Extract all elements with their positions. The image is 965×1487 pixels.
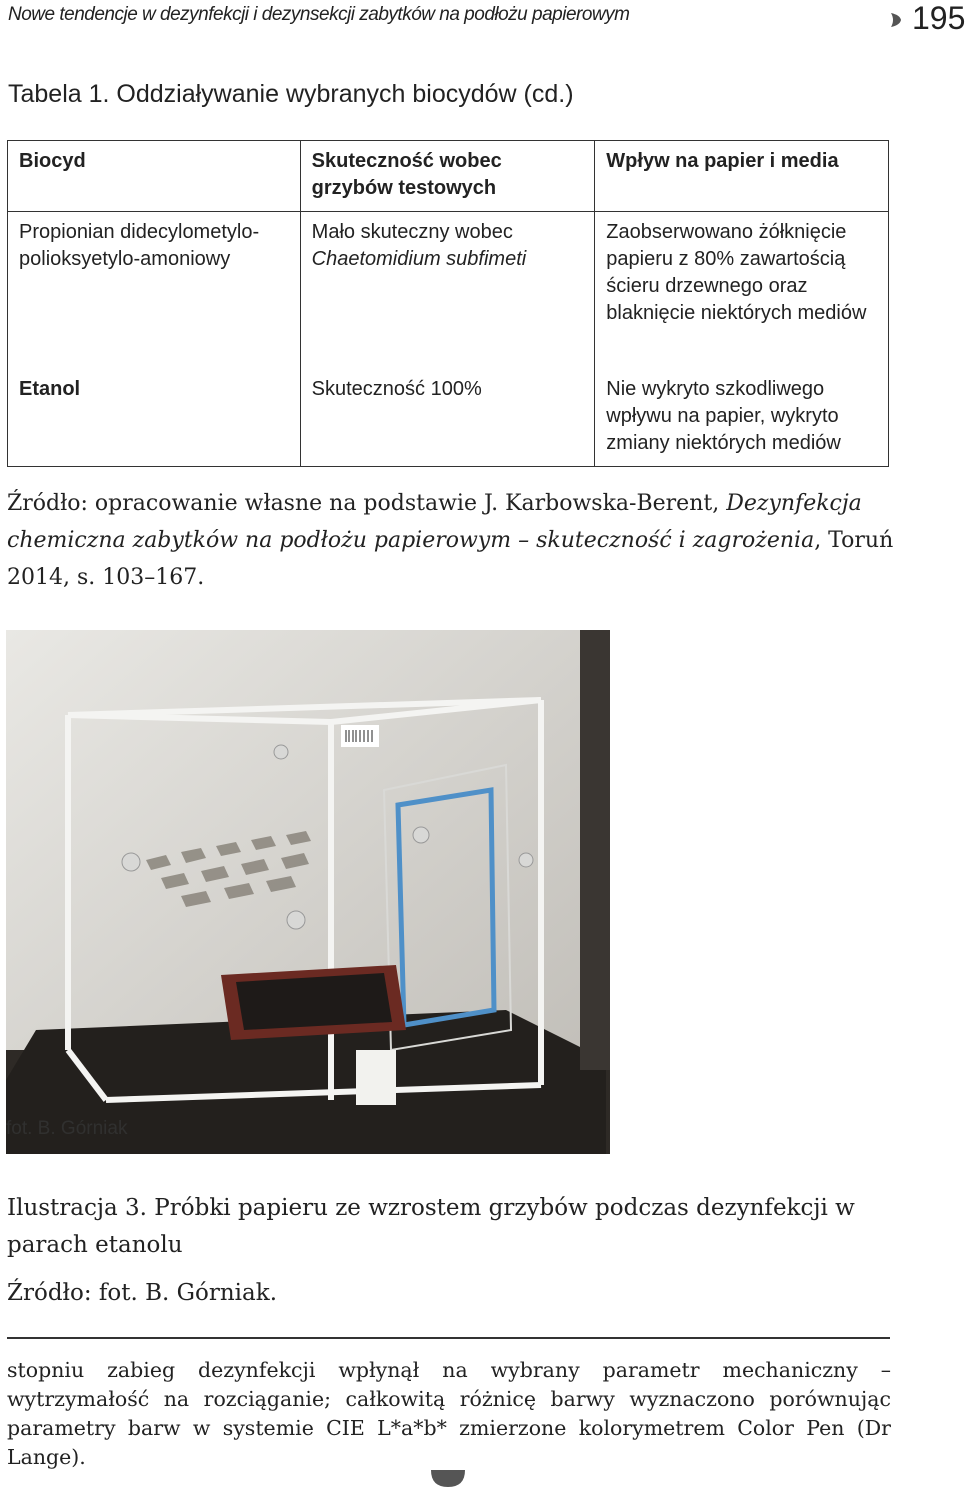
table-row (8, 364, 889, 467)
cell-efficacy (300, 212, 595, 365)
photo-credit: fot. B. Górniak (6, 1118, 128, 1139)
source-tail: , Toruń 2014, s. 103–167. (7, 528, 894, 590)
source-title: Dezynfekcja chemiczna zabytków na podłożu papierowym – skuteczność i zagrożenia (7, 491, 862, 553)
page-marker-icon (890, 13, 902, 27)
biocide-name: Propionian didecylometylo-polioksyetylo-amoniowy (19, 221, 260, 270)
page-header (8, 0, 965, 40)
table-source-note (7, 485, 897, 596)
efficacy-text: Mało skuteczny wobec (311, 221, 513, 243)
cell-effect: Zaobserwowano żółknięcie papieru z 80% zawartością ścieru drzewnego oraz blaknięcie niektórych mediów (595, 212, 889, 365)
source-lead: Źródło: opracowanie własne na podstawie J. Karbowska-Berent, (7, 491, 720, 516)
page-number: 195 (912, 0, 965, 36)
page-footer-tab-icon (431, 1470, 465, 1487)
figure-photo (6, 630, 610, 1154)
column-header-biocide: Biocyd (8, 141, 301, 212)
cell-biocide: Etanol (8, 364, 301, 467)
cell-effect: Nie wykryto szkodliwego wpływu na papier, wykryto zmiany niektórych mediów (595, 364, 889, 467)
running-title: Nowe tendencje w dezynfekcji i dezynsekcji zabytków na podłożu papierowym (8, 4, 630, 25)
photo-illustration (6, 630, 610, 1154)
figure-caption: Ilustracja 3. Próbki papieru ze wzrostem grzybów podczas dezynfekcji w parach etanolu (7, 1195, 855, 1258)
species-name: Chaetomidium subfimeti (311, 248, 527, 270)
figure-source: Źródło: fot. B. Górniak. (7, 1280, 278, 1306)
biocides-table (7, 140, 889, 467)
section-divider (7, 1337, 890, 1339)
table-header-row (8, 141, 889, 212)
body-paragraph: stopniu zabieg dezynfekcji wpłynął na wybrany parametr mechaniczny – wytrzymałość na rozciąganie; całkowitą różnicę barwy wyznaczono porównując parametry barw w systemie CIE L*a*b* zmierzone kolorymetrem Color Pen (Dr Lange). (7, 1358, 891, 1469)
table-caption: Tabela 1. Oddziaływanie wybranych biocydów (cd.) (8, 80, 574, 108)
table-row (8, 212, 889, 365)
column-header-efficacy: Skuteczność wobec grzybów testowych (300, 141, 595, 212)
cell-efficacy: Skuteczność 100% (300, 364, 595, 467)
cell-biocide (8, 212, 301, 365)
column-header-effect: Wpływ na papier i media (595, 141, 889, 212)
